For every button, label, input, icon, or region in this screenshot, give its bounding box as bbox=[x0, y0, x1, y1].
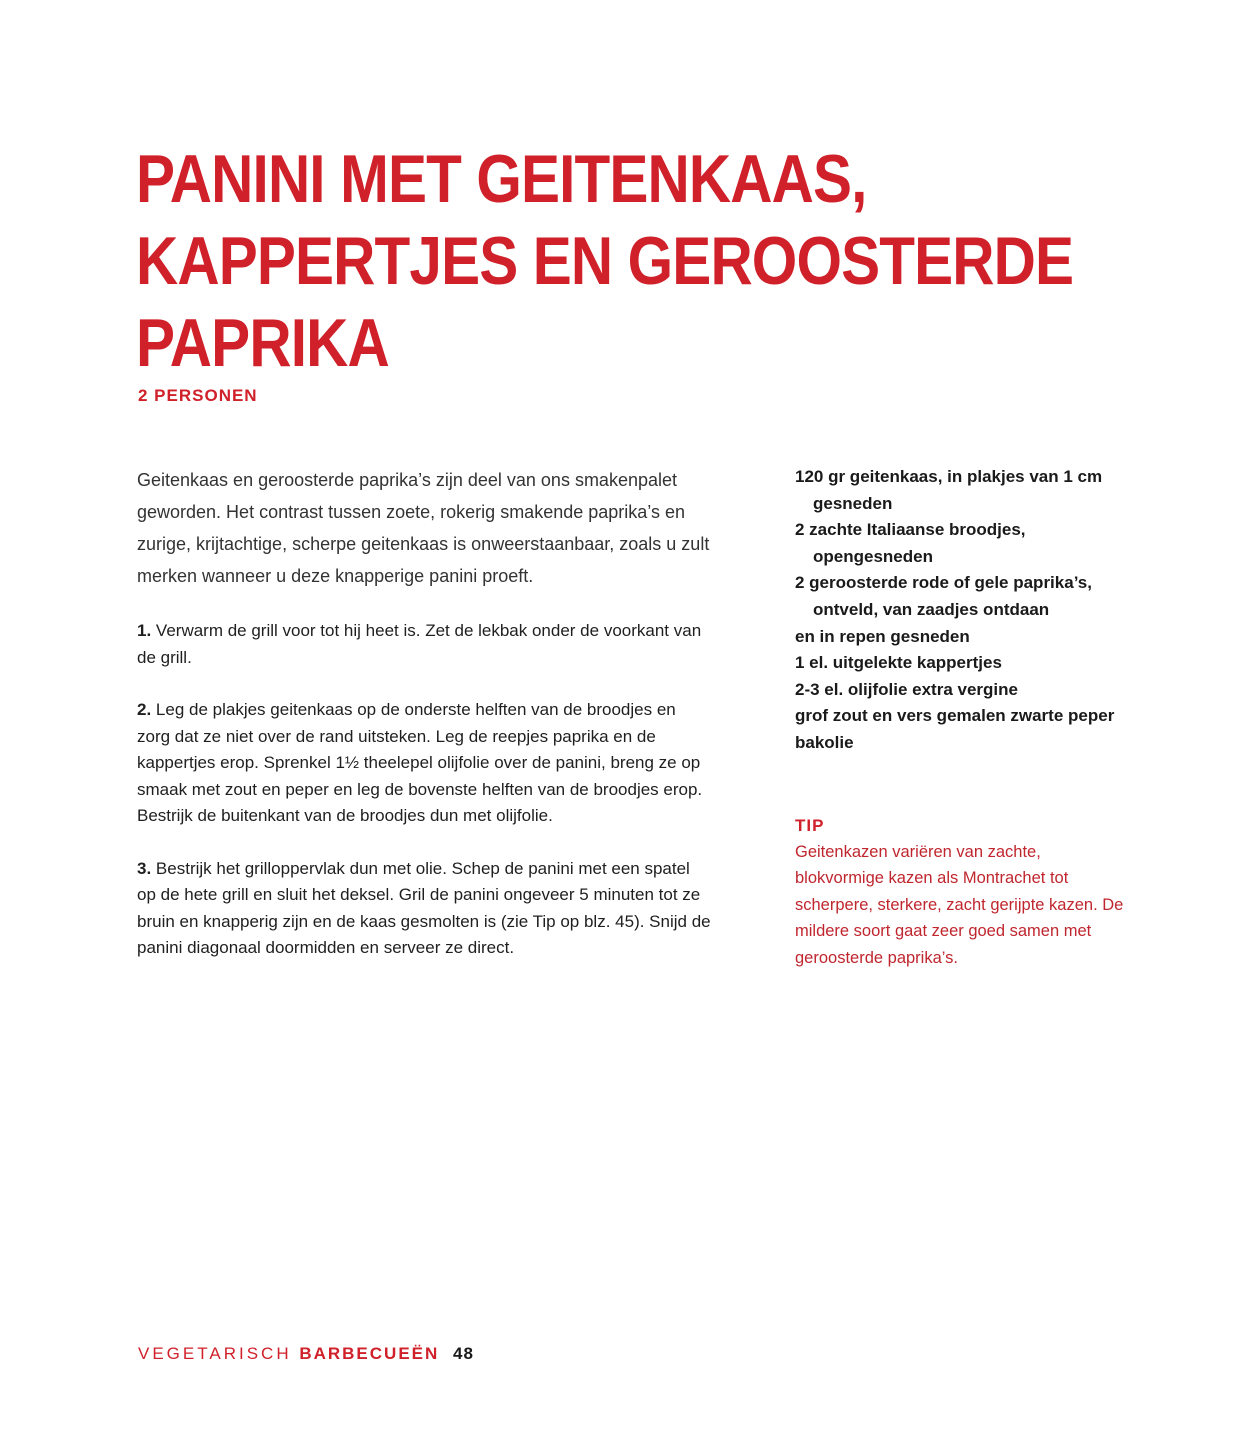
recipe-title bbox=[136, 138, 1074, 384]
ingredient-item: 2 geroosterde rode of gele paprika’s, ontveld, van zaadjes ontdaan bbox=[795, 573, 1092, 619]
tip-box bbox=[795, 813, 1125, 972]
step-number: 2. bbox=[137, 700, 152, 719]
method-step bbox=[137, 856, 712, 962]
page-number: 48 bbox=[453, 1344, 474, 1363]
book-title-part1: VEGETARISCH bbox=[138, 1344, 292, 1363]
ingredient-item: grof zout en vers gemalen zwarte peper bbox=[795, 706, 1115, 726]
ingredient-list bbox=[795, 464, 1125, 757]
ingredient-item: 2-3 el. olijfolie extra vergine bbox=[795, 679, 1018, 699]
ingredients-column bbox=[795, 464, 1125, 971]
method-column bbox=[137, 464, 712, 988]
step-text: Bestrijk het grilloppervlak dun met olie. Schep de panini met een spatel op de hete grill en sluit het deksel. Gril de panini ongeveer 5 minuten tot ze bruin en knapperig zijn en de kaas gesmolten is (zie Tip op blz. 45). Snijd de panini diagonaal doormidden en serveer ze direct. bbox=[137, 858, 711, 957]
ingredient-item: 120 gr geitenkaas, in plakjes van 1 cm gesneden bbox=[795, 467, 1103, 513]
servings-label: 2 PERSONEN bbox=[138, 386, 258, 405]
step-text: Verwarm de grill voor tot hij heet is. Zet de lekbak onder de voorkant van de grill. bbox=[137, 621, 702, 667]
ingredient-item: 1 el. uitgelekte kappertjes bbox=[795, 653, 1002, 673]
ingredient-item: bakolie bbox=[795, 732, 854, 752]
method-step bbox=[137, 618, 712, 671]
method-step bbox=[137, 697, 712, 830]
intro-paragraph: Geitenkaas en geroosterde paprika’s zijn deel van ons smakenpalet geworden. Het contrast tussen zoete, rokerig smakende paprika’s en zurige, krijtachtige, scherpe geitenkaas is onweerstaanbaar, zoals u zult merken wanneer u deze knapperige panini proeft. bbox=[137, 470, 710, 586]
tip-heading: TIP bbox=[795, 815, 825, 835]
page-footer bbox=[138, 1344, 474, 1364]
ingredient-item: 2 zachte Italiaanse broodjes, opengesneden bbox=[795, 520, 1026, 566]
recipe-title-line: PANINI MET GEITENKAAS, bbox=[136, 141, 867, 217]
step-text: Leg de plakjes geitenkaas op de onderste helften van de broodjes en zorg dat ze niet over de rand uitsteken. Leg de reepjes paprika en de kappertjes erop. Sprenkel 1½ theelepel olijfolie over de panini, breng ze op smaak met zout en peper en leg de bovenste helften van de broodjes erop. Bestrijk de buitenkant van de broodjes dun met olijfolie. bbox=[137, 700, 703, 825]
step-number: 1. bbox=[137, 621, 152, 640]
recipe-title-line: PAPRIKA bbox=[136, 305, 389, 381]
tip-text: Geitenkazen variëren van zachte, blokvormige kazen als Montrachet tot scherpere, sterkere, zacht gerijpte kazen. De mildere soort gaat zeer goed samen met geroosterde paprika’s. bbox=[795, 842, 1124, 967]
recipe-title-line: KAPPERTJES EN GEROOSTERDE bbox=[136, 223, 1074, 299]
ingredient-item: en in repen gesneden bbox=[795, 626, 970, 646]
book-title-part2: BARBECUEËN bbox=[299, 1344, 440, 1363]
step-number: 3. bbox=[137, 858, 152, 878]
